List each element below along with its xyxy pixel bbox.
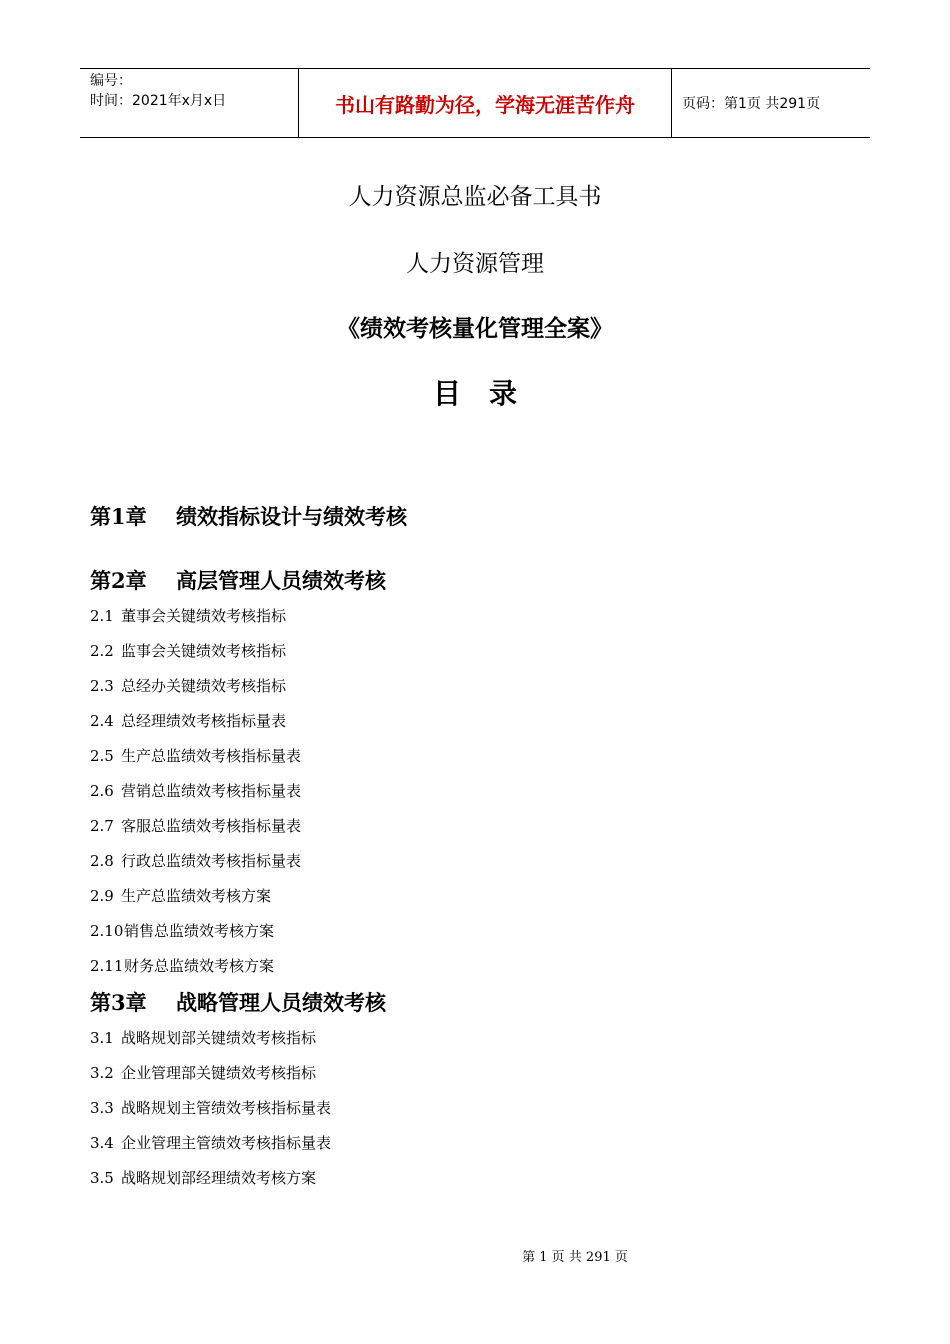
toc-item[interactable]: [90, 1126, 850, 1161]
chapter-number: 第2章: [90, 568, 147, 593]
toc-item-number: 3.4: [90, 1134, 114, 1152]
toc-item-text: 战略规划部经理绩效考核方案: [121, 1169, 317, 1187]
toc-item-text: 总经办关键绩效考核指标: [121, 677, 287, 695]
toc-item-number: 2.3: [90, 677, 114, 695]
toc-item-text: 战略规划主管绩效考核指标量表: [121, 1099, 332, 1117]
toc-item[interactable]: [90, 879, 850, 914]
chapter-title: 绩效指标设计与绩效考核: [176, 504, 407, 529]
toc-item[interactable]: [90, 1091, 850, 1126]
toc-item-number: 2.1: [90, 607, 114, 625]
page-info: 页码：第1页 共291页: [682, 96, 821, 112]
table-of-contents: [90, 500, 850, 1196]
toc-item-text: 销售总监绩效考核方案: [124, 922, 275, 940]
toc-item-number: 2.10: [90, 922, 124, 940]
toc-item-number: 2.4: [90, 712, 114, 730]
toc-item-text: 生产总监绩效考核方案: [121, 887, 272, 905]
toc-item-number: 2.7: [90, 817, 114, 835]
chapter-1[interactable]: [90, 500, 850, 534]
toc-item-number: 2.11: [90, 957, 124, 975]
code-label: 编号：: [90, 73, 132, 89]
toc-item[interactable]: [90, 949, 850, 984]
chapter-3[interactable]: [90, 986, 850, 1020]
toc-item[interactable]: [90, 739, 850, 774]
toc-item-text: 财务总监绩效考核方案: [124, 957, 275, 975]
toc-item-number: 3.2: [90, 1064, 114, 1082]
toc-item[interactable]: [90, 669, 850, 704]
toc-item-number: 2.5: [90, 747, 114, 765]
toc-item[interactable]: [90, 914, 850, 949]
toc-item-text: 行政总监绩效考核指标量表: [121, 852, 302, 870]
time-label: 时间：2021年x月x日: [90, 93, 227, 109]
toc-item-number: 3.5: [90, 1169, 114, 1187]
title-line-3: 《绩效考核量化管理全案》: [337, 316, 613, 342]
toc-item-text: 生产总监绩效考核指标量表: [121, 747, 302, 765]
title-line-2: 人力资源管理: [406, 251, 544, 277]
toc-item-number: 2.9: [90, 887, 114, 905]
page-footer: 第 1 页 共 291 页: [522, 1250, 628, 1265]
chapter-number: 第1章: [90, 504, 147, 529]
chapter-2-items: [90, 599, 850, 984]
toc-item-number: 2.2: [90, 642, 114, 660]
title-line-1: 人力资源总监必备工具书: [348, 184, 602, 210]
toc-item[interactable]: [90, 774, 850, 809]
chapter-3-items: [90, 1021, 850, 1196]
toc-item-number: 3.3: [90, 1099, 114, 1117]
toc-item[interactable]: [90, 1056, 850, 1091]
chapter-2[interactable]: [90, 564, 850, 598]
toc-item-number: 2.8: [90, 852, 114, 870]
toc-item[interactable]: [90, 844, 850, 879]
header-left-cell: [80, 69, 298, 137]
chapter-number: 第3章: [90, 990, 147, 1015]
toc-item-text: 董事会关键绩效考核指标: [121, 607, 287, 625]
toc-item[interactable]: [90, 634, 850, 669]
toc-item[interactable]: [90, 599, 850, 634]
header-table: [80, 68, 870, 138]
toc-item-text: 企业管理主管绩效考核指标量表: [121, 1134, 332, 1152]
toc-item-text: 战略规划部关键绩效考核指标: [121, 1029, 317, 1047]
toc-item-text: 监事会关键绩效考核指标: [121, 642, 287, 660]
slogan: 书山有路勤为径，学海无涯苦作舟: [298, 69, 672, 137]
toc-item[interactable]: [90, 1161, 850, 1196]
toc-item-text: 营销总监绩效考核指标量表: [121, 782, 302, 800]
chapter-title: 高层管理人员绩效考核: [176, 568, 386, 593]
toc-item[interactable]: [90, 704, 850, 739]
chapter-title: 战略管理人员绩效考核: [176, 990, 386, 1015]
toc-item-number: 3.1: [90, 1029, 114, 1047]
toc-item-number: 2.6: [90, 782, 114, 800]
toc-heading: 目录: [432, 377, 545, 410]
toc-item[interactable]: [90, 1021, 850, 1056]
toc-item-text: 客服总监绩效考核指标量表: [121, 817, 302, 835]
toc-item[interactable]: [90, 809, 850, 844]
toc-item-text: 总经理绩效考核指标量表: [121, 712, 287, 730]
toc-item-text: 企业管理部关键绩效考核指标: [121, 1064, 317, 1082]
